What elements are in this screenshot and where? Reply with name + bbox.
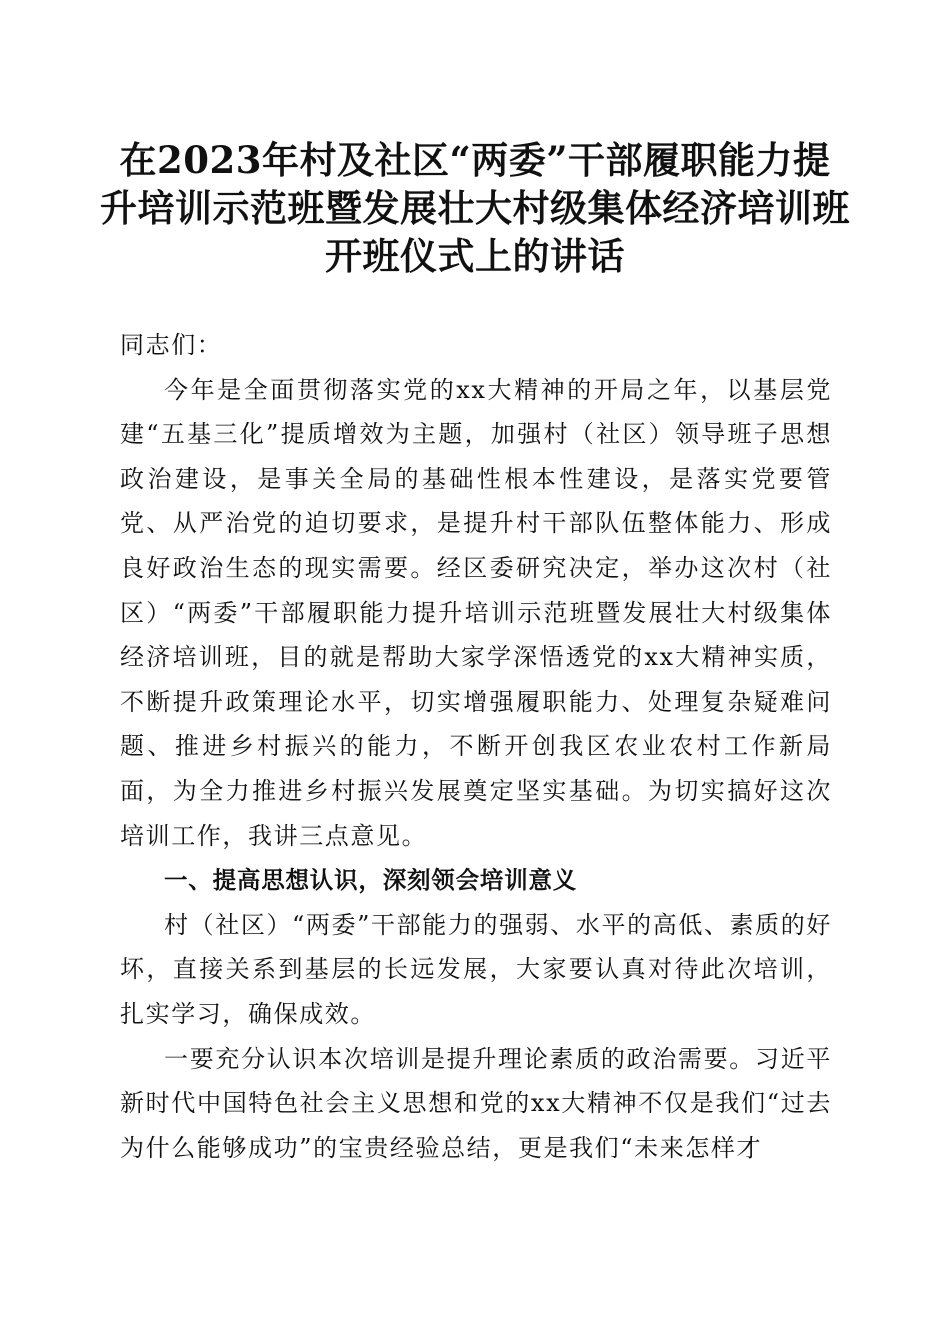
title-line-2: 升培训示范班暨发展壮大村级集体经济培训班 <box>100 186 850 230</box>
paragraph-opening: 今年是全面贯彻落实党的xx大精神的开局之年，以基层党建“五基三化”提质增效为主题，加强村（社区）领导班子思想政治建设，是事关全局的基础性根本性建设，是落实党要管党、从严治党的迫切要求，是提升村干部队伍整体能力、形成良好政治生态的现实需要。经区委研究决定，举办这次村（社区）“两委”干部履职能力提升培训示范班暨发展壮大村级集体经济培训班，目的就是帮助大家学深悟透党的xx大精神实质，不断提升政策理论水平，切实增强履职能力、处理复杂疑难问题、推进乡村振兴的能力，不断开创我区农业农村工作新局面，为全力推进乡村振兴发展奠定坚实基础。为切实搞好这次培训工作，我讲三点意见。 <box>120 375 832 850</box>
paragraph-point-1: 一要充分认识本次培训是提升理论素质的政治需要。习近平新时代中国特色社会主义思想和党的xx大精神不仅是我们“过去为什么能够成功”的宝贵经验总结，更是我们“未来怎样才 <box>120 1044 832 1162</box>
title-line-1: 在2023年村及社区“两委”干部履职能力提 <box>119 138 831 182</box>
section-heading-1: 一、提高思想认识，深刻领会培训意义 <box>164 866 578 895</box>
paragraph-section-1-intro: 村（社区）“两委”干部能力的强弱、水平的高低、素质的好坏，直接关系到基层的长远发展，大家要认真对待此次培训，扎实学习，确保成效。 <box>120 910 832 1028</box>
salutation: 同志们： <box>120 331 223 359</box>
title-line-3: 开班仪式上的讲话 <box>325 234 625 278</box>
document-title <box>100 136 850 280</box>
document-body <box>120 323 832 1170</box>
